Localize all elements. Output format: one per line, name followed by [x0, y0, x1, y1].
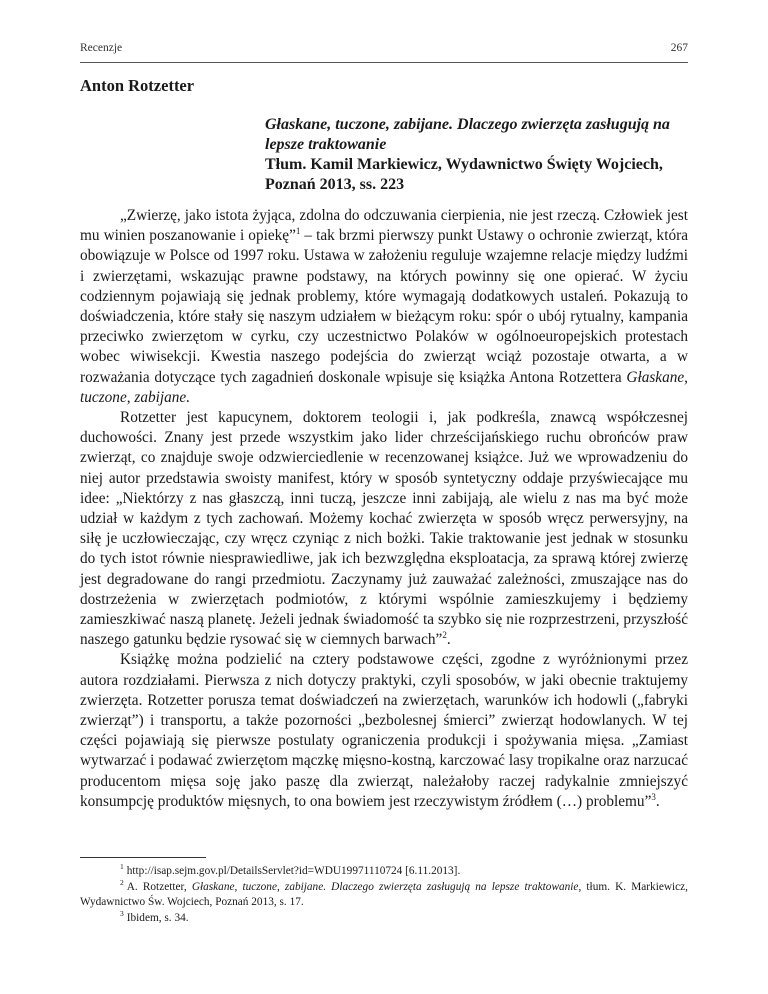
running-header: [80, 42, 688, 54]
footnote-divider: [80, 857, 206, 858]
footnote-ref: 2: [442, 630, 447, 641]
paragraph: „Zwierzę, jako istota żyjąca, zdolna do odczuwania cierpienia, nie jest rzeczą. Człowiek jest mu winien poszanowanie i opiekę”$^1$ – tak brzmi pierwszy punkt Ustawy o ochronie zwierząt, która obowiązuje w Polsce od 1997 roku. Ustawa w założeniu reguluje wzajemne relacje między ludźmi i zwierzętami, wskazując prawne podstawy, na których powinny się one opierać. W życiu codziennym pojawiają się jednak problemy, które wymagają dodatkowych ustaleń. Pokazują to doświadczenia, które stały się naszym udziałem w bieżącym roku: spór o ubój rytualny, kampania przeciwko zwierzętom w cyrku, czy uczestnictwo Polaków w ogólnoeuropejskich protestach wobec wiwisekcji. Kwestia naszego podejścia do zwierząt wciąż pozostaje otwarta, a w rozważania dotyczące tych zagadnień doskonale wpisuje się książka Antona Rotzettera Głaskane, tuczone, zabijane.: [80, 207, 688, 406]
footnote: $^3$ Ibidem, s. 34.: [120, 908, 189, 924]
page-number: 267: [670, 42, 688, 54]
section-name: Recenzje: [80, 42, 123, 54]
footnote-ref: 3: [651, 791, 656, 802]
paragraph: Rotzetter jest kapucynem, doktorem teologii i, jak podkreśla, znawcą współczesnej duchowości. Znany jest przede wszystkim jako lider chrześcijańskiego ruchu obrońców praw zwierząt, co znajduje swoje odzwierciedlenie w recenzowanej książce. Już we wprowadzeniu do niej autor przedstawia swoisty manifest, który w sposób syntetyczny oddaje przyświecające mu idee: „Niektórzy z nas głaszczą, inni tuczą, jeszcze inni zabijają, ale wielu z nas ma być może udział w każdym z tych zachowań. Możemy kochać zwierzęta w sposób wręcz perwersyjny, na siłę je uczłowieczając, czy wręcz czyniąc z nich bożki. Takie traktowanie jest jednak w stosunku do tych istot równie niesprawiedliwe, jak ich bezwzględna eksploatacja, za sprawą której zwierzę jest degradowane do rangi przedmiotu. Zaczynamy już zauważać zależności, zmuszające nas do dostrzeżenia w zwierzętach podmiotów, z którymi wspólnie zamieszkujemy i będziemy zamieszkiwać naszą planetę. Jeżeli jednak świadomość ta szybko się nie rozprzestrzeni, przyszłość naszego gatunku będzie rysować się w ciemnych barwach”$^2$.: [80, 409, 688, 649]
header-divider: [80, 62, 688, 63]
paragraph: Książkę można podzielić na cztery podstawowe części, zgodne z wyróżnionymi przez autora rozdziałami. Pierwsza z nich dotyczy praktyki, czyli sposobów, w jaki obecnie traktujemy zwierzęta. Rotzetter porusza temat doświadczeń na zwierzętach, warunków ich hodowli („fabryki zwierząt”) i transportu, a także pozorności „bezbolesnej śmierci” zwierząt hodowlanych. W tej części pojawiają się pierwsze postulaty ograniczenia produkcji i spożywania mięsa. „Zamiast wytwarzać i podawać zwierzętom mączkę mięsno-kostną, karczować lasy tropikalne oraz narzucać producentom mięsa soję jako paszę dla zwierząt, należałoby raczej radykalnie zmniejszyć konsumpcję produktów mięsnych, to ona bowiem jest rzeczywistym źródłem (…) problemu”$^3$.: [80, 651, 688, 810]
review-author: Anton Rotzetter: [80, 76, 195, 95]
book-bibliography: [265, 115, 705, 195]
footnote-link[interactable]: http://isap.sejm.gov.pl/DetailsServlet?id=WDU19971110724 [6.11.2013].: [126, 865, 461, 877]
review-body: [80, 206, 688, 812]
footnote-ref: 1: [295, 226, 301, 237]
book-details: Tłum. Kamil Markiewicz, Wydawnictwo Święty Wojciech, Poznań 2013, ss. 223: [265, 156, 663, 193]
book-title: Głaskane, tuczone, zabijane. Dlaczego zwierzęta zasługują na lepsze traktowanie: [265, 116, 670, 153]
italic-title: Głaskane, tuczone, zabijane.: [80, 368, 688, 406]
footnote: $^2$ A. Rotzetter, Głaskane, tuczone, zabijane. Dlaczego zwierzęta zasługują na lepsze traktowanie, tłum. K. Markiewicz, Wydawnictwo Św. Wojciech, Poznań 2013, s. 17.: [80, 877, 689, 908]
footnotes: [80, 864, 688, 926]
footnote: $^1$ http://isap.sejm.gov.pl/DetailsServlet?id=WDU19971110724 [6.11.2013].: [120, 862, 461, 877]
